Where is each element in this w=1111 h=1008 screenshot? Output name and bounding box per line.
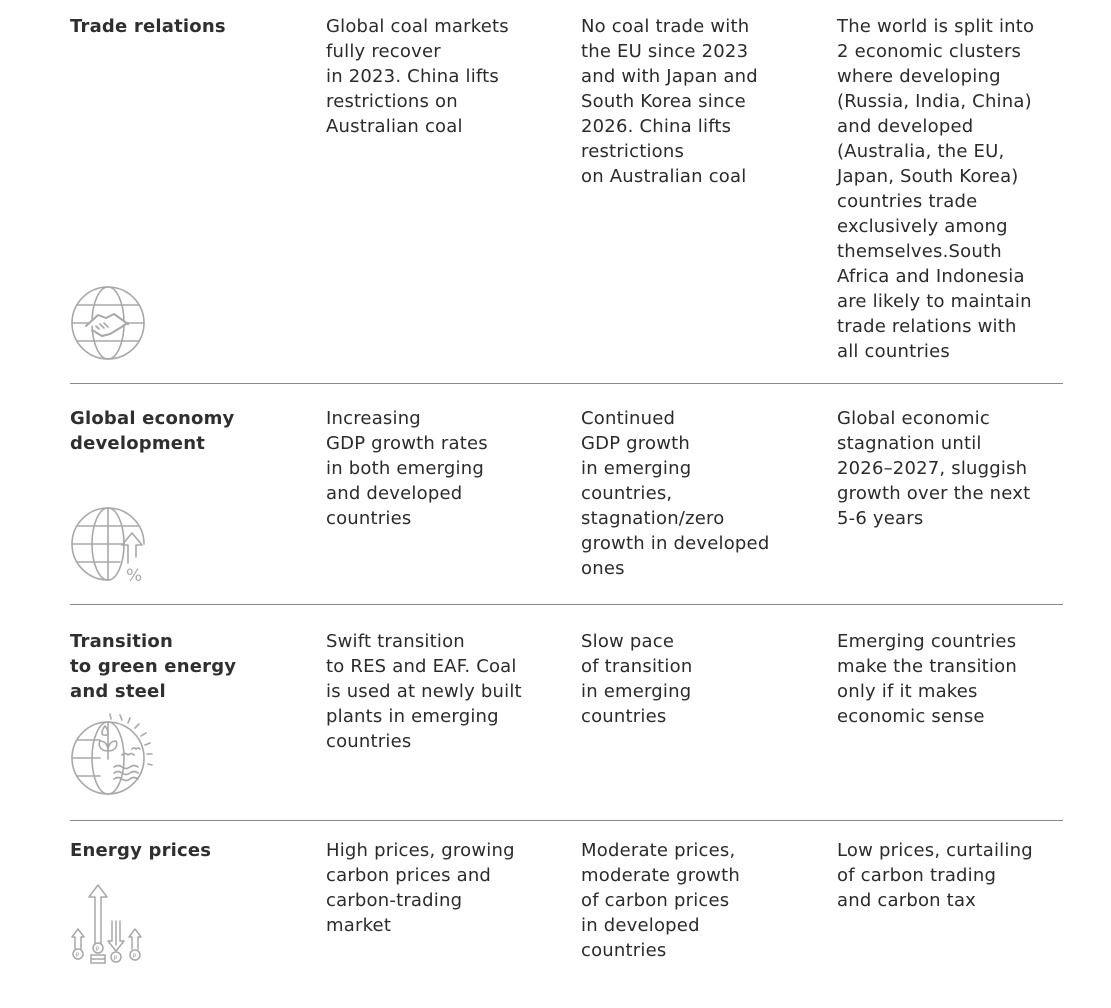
svg-text:₽: ₽ [75,952,80,959]
table-row [70,605,1063,821]
price-arrows-coins-icon [70,879,160,969]
row-title: Transition to green energy and steel [70,631,237,702]
scenario-table [70,0,1063,1001]
svg-text:₽: ₽ [95,946,100,953]
scenario-cell: The world is split into 2 economic clusters where developing (Russia, India, China) and developed (Australia, the EU, Japan, South Korea) countries trade exclusively among themselves.South Africa and Indonesia are likely to maintain trade relations with all countries [837,16,1035,362]
svg-text:₽: ₽ [132,953,137,960]
green-globe-sun-icon [70,711,160,801]
svg-text:%: % [126,566,143,586]
scenario-cell: Continued GDP growth in emerging countries, stagnation/zero growth in developed ones [581,408,770,579]
scenario-cell: Moderate prices, moderate growth of carbon prices in developed countries [581,840,740,961]
table-row [70,0,1063,384]
svg-text:₽: ₽ [113,955,118,962]
scenario-cell: Emerging countries make the transition only if it makes economic sense [837,631,1017,727]
row-title: Trade relations [70,16,226,37]
scenario-cell: Swift transition to RES and EAF. Coal is used at newly built plants in emerging countries [326,631,522,752]
scenario-cell: Global economic stagnation until 2026–2027, sluggish growth over the next 5-6 years [837,408,1031,529]
row-title: Energy prices [70,840,212,861]
table-row [70,821,1063,1001]
globe-growth-percent-icon [70,499,160,589]
row-title: Global economy development [70,408,235,454]
scenario-cell: Global coal markets fully recover in 2023. China lifts restrictions on Australian coal [326,16,509,137]
scenario-cell: Increasing GDP growth rates in both emerging and developed countries [326,408,488,529]
scenario-cell: High prices, growing carbon prices and carbon-trading market [326,840,515,936]
table-row [70,384,1063,605]
scenario-cell: Slow pace of transition in emerging countries [581,631,693,727]
scenario-cell: No coal trade with the EU since 2023 and with Japan and South Korea since 2026. China lifts restrictions on Australian coal [581,16,758,187]
handshake-globe-icon [70,278,160,368]
scenario-cell: Low prices, curtailing of carbon trading and carbon tax [837,840,1033,911]
